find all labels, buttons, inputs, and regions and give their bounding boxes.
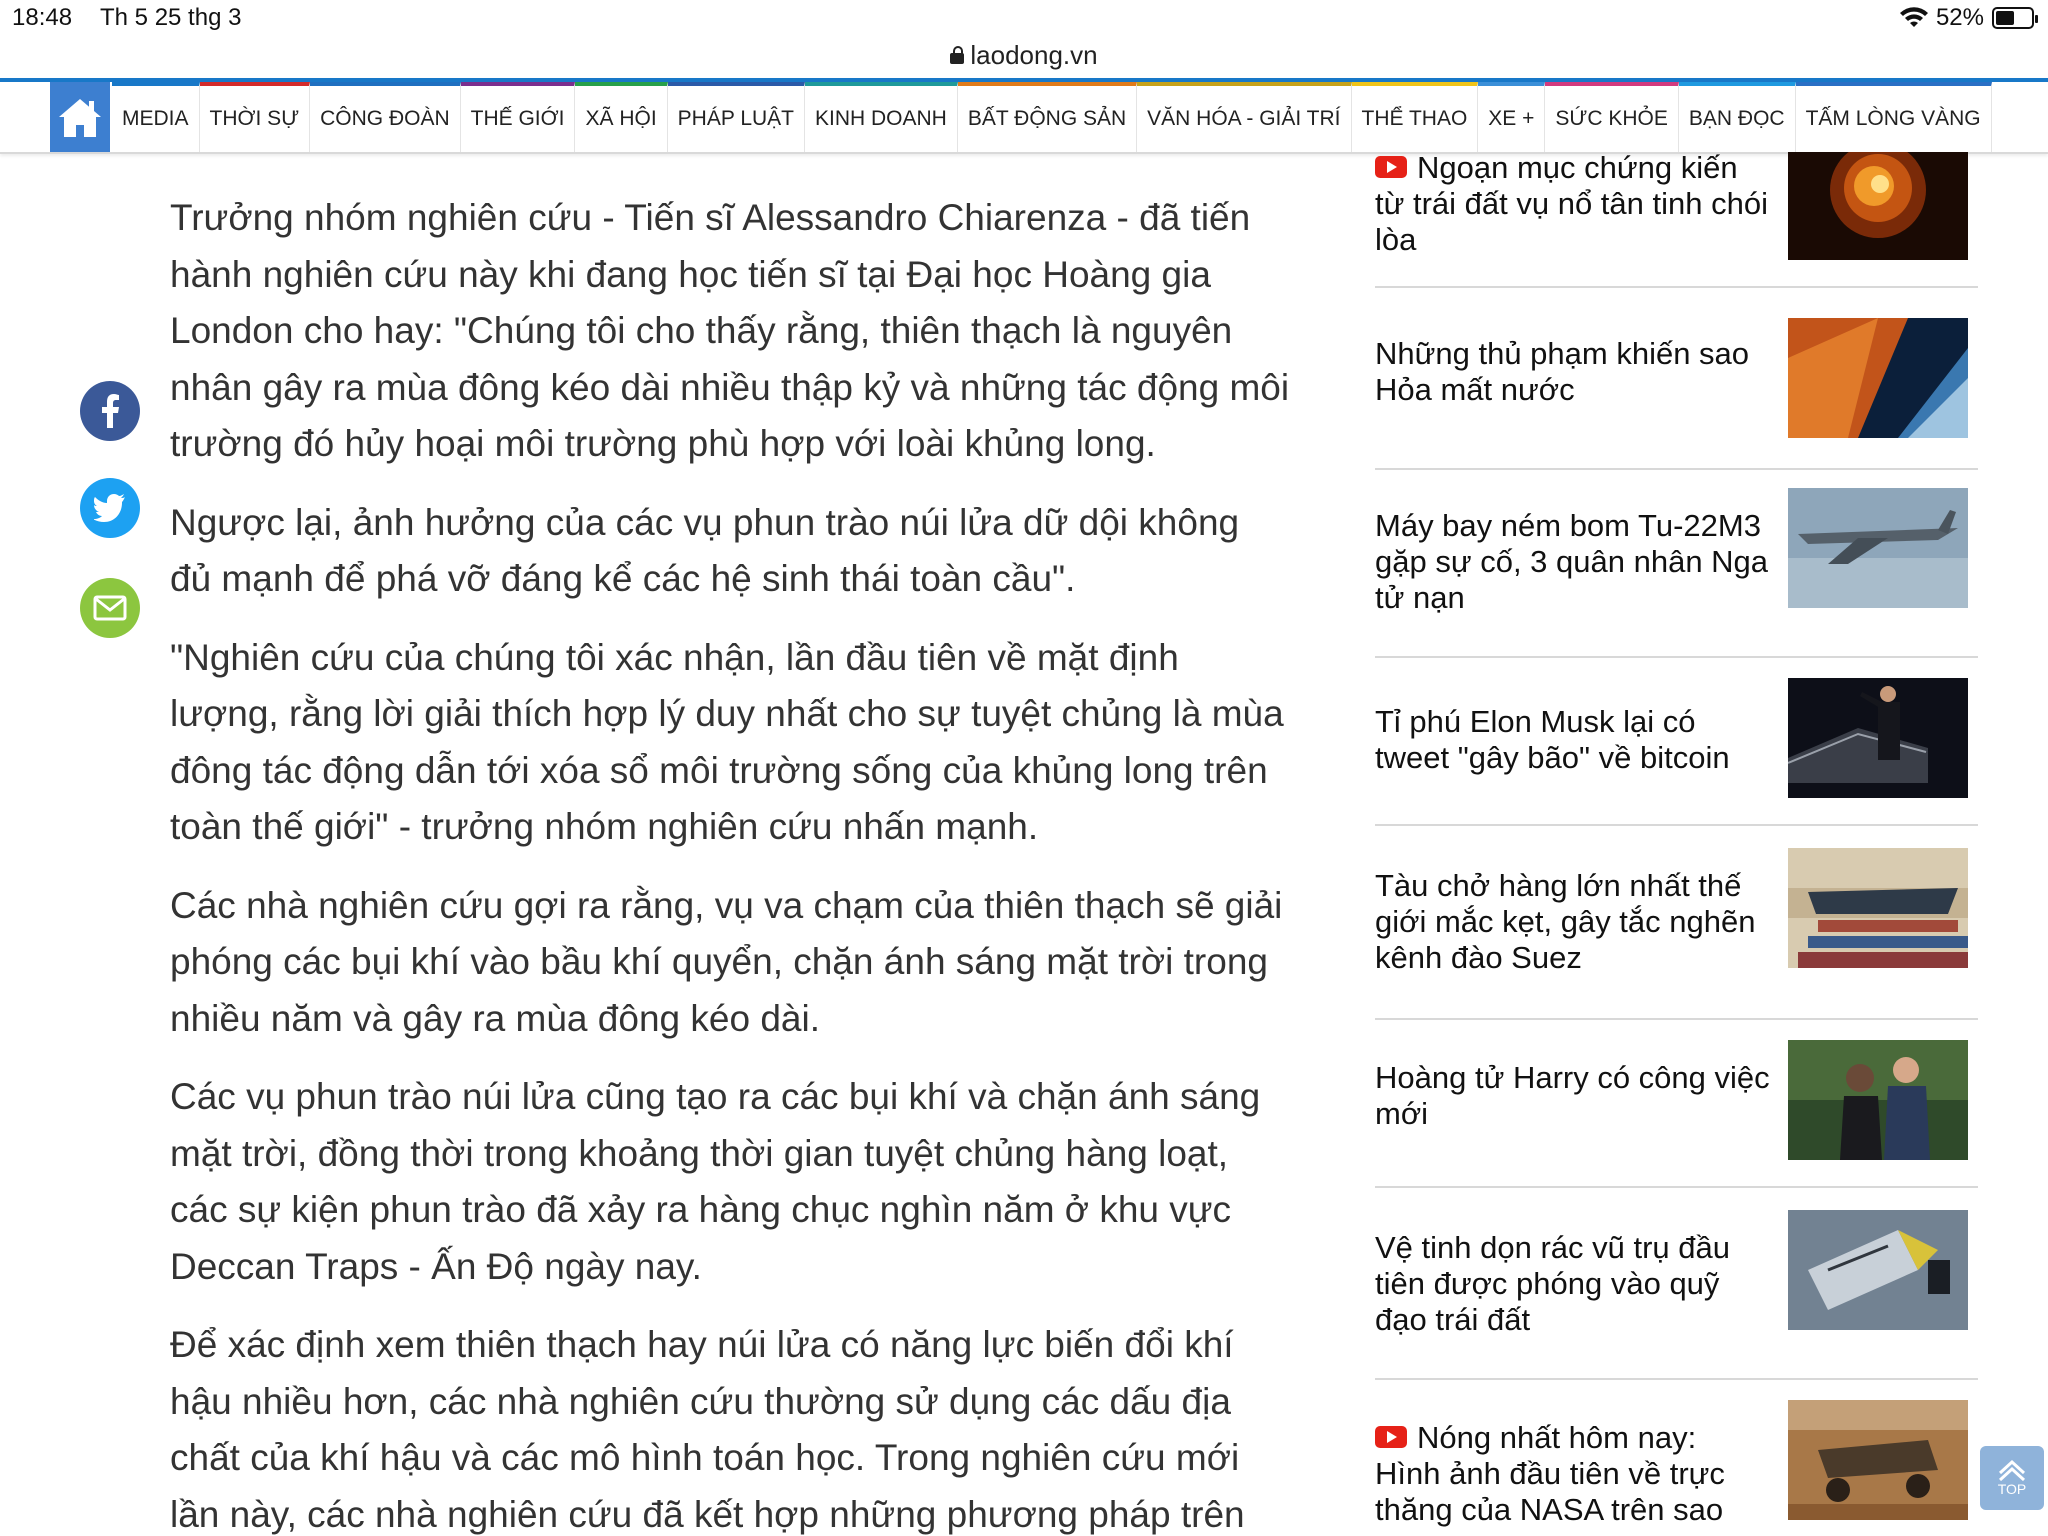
email-share-button[interactable] — [80, 578, 140, 638]
divider — [1375, 1186, 1978, 1188]
home-button[interactable] — [50, 82, 110, 152]
related-news-title[interactable]: Những thủ phạm khiến sao Hỏa mất nước — [1375, 336, 1750, 407]
nav-item[interactable]: VĂN HÓA - GIẢI TRÍ — [1137, 82, 1351, 152]
divider — [1375, 468, 1978, 470]
battery-icon — [1992, 7, 2034, 29]
nav-item[interactable]: XE + — [1478, 82, 1545, 152]
nav-item[interactable]: PHÁP LUẬT — [668, 82, 805, 152]
nav-item[interactable]: KINH DOANH — [805, 82, 958, 152]
thumbnail-musk[interactable] — [1788, 678, 1968, 798]
status-date: Th 5 25 thg 3 — [100, 4, 242, 31]
nav-item[interactable]: SỨC KHỎE — [1545, 82, 1678, 152]
related-news-title[interactable] — [1375, 1420, 1770, 1528]
nav-item[interactable]: MEDIA — [112, 82, 200, 152]
thumbnail-mars[interactable] — [1788, 318, 1968, 438]
twitter-icon — [94, 494, 126, 522]
article-body — [170, 152, 1290, 1536]
twitter-share-button[interactable] — [80, 478, 140, 538]
nav-item[interactable]: THỂ THAO — [1352, 82, 1479, 152]
thumbnail-explosion[interactable] — [1788, 152, 1968, 260]
home-icon — [57, 95, 103, 139]
status-time: 18:48 — [12, 4, 73, 31]
divider — [1375, 824, 1978, 826]
nav-item[interactable]: THỜI SỰ — [200, 82, 311, 152]
divider — [1375, 656, 1978, 658]
related-news-title[interactable]: Hoàng tử Harry có công việc mới — [1375, 1060, 1770, 1131]
thumbnail-mars-rover[interactable] — [1788, 1400, 1968, 1520]
related-news-title-text: Ngoạn mục chứng kiến từ trái đất vụ nổ tân tinh chói lòa — [1375, 152, 1768, 257]
thumbnail-satellite[interactable] — [1788, 1210, 1968, 1330]
article-paragraph: Để xác định xem thiên thạch hay núi lửa có năng lực biến đổi khí hậu nhiều hơn, các nhà nghiên cứu thường sử dụng các dấu địa chất của khí hậu và các mô hình toán học. Trong nghiên cứu mới lần này, các nhà nghiên cứu đã kết hợp những phương pháp trên — [170, 1324, 1245, 1535]
article-paragraph: Trưởng nhóm nghiên cứu - Tiến sĩ Alessandro Chiarenza - đã tiến hành nghiên cứu này khi đang học tiến sĩ tại Đại học Hoàng gia London cho hay: "Chúng tôi cho thấy rằng, thiên thạch là nguyên nhân gây ra mùa đông kéo dài nhiều thập kỷ và những tác động môi trường đó hủy hoại môi trường phù hợp với loài khủng long. — [170, 197, 1290, 464]
video-icon — [1375, 1426, 1407, 1448]
related-news-title[interactable]: Vệ tinh dọn rác vũ trụ đầu tiên được phóng vào quỹ đạo trái đất — [1375, 1230, 1731, 1337]
divider — [1375, 1018, 1978, 1020]
lock-icon — [950, 46, 964, 64]
wifi-icon — [1900, 7, 1928, 29]
article-paragraph: "Nghiên cứu của chúng tôi xác nhận, lần đầu tiên về mặt định lượng, rằng lời giải thích hợp lý duy nhất cho sự tuyệt chủng là mùa đông tác động dẫn tới xóa sổ môi trường sống của khủng long trên toàn thế giới" - trưởng nhóm nghiên cứu nhấn mạnh. — [170, 636, 1284, 847]
chevron-up-icon — [1997, 1459, 2027, 1481]
nav-item[interactable]: TẤM LÒNG VÀNG — [1796, 82, 1992, 152]
nav-items — [112, 82, 1992, 152]
nav-item[interactable]: THẾ GIỚI — [461, 82, 576, 152]
nav-item[interactable]: BẠN ĐỌC — [1679, 82, 1796, 152]
divider — [1375, 286, 1978, 288]
related-news-title[interactable]: Tỉ phú Elon Musk lại có tweet "gây bão" về bitcoin — [1375, 704, 1730, 775]
status-right — [1900, 4, 2034, 32]
nav-item[interactable]: CÔNG ĐOÀN — [310, 82, 461, 152]
article-paragraph: Ngược lại, ảnh hưởng của các vụ phun trào núi lửa dữ dội không đủ mạnh để phá vỡ đáng kể các hệ sinh thái toàn cầu". — [170, 501, 1240, 599]
facebook-share-button[interactable] — [80, 381, 140, 441]
nav-item[interactable]: BẤT ĐỘNG SẢN — [958, 82, 1137, 152]
email-icon — [93, 595, 127, 621]
thumbnail-couple[interactable] — [1788, 1040, 1968, 1160]
related-news-sidebar — [1375, 152, 1978, 1536]
nav-item[interactable]: XÃ HỘI — [575, 82, 667, 152]
article-paragraph: Các vụ phun trào núi lửa cũng tạo ra các bụi khí và chặn ánh sáng mặt trời, đồng thời trong khoảng thời gian tuyệt chủng hàng loạt, các sự kiện phun trào đã xảy ra hàng chục nghìn năm ở khu vực Deccan Traps - Ấn Độ ngày nay. — [170, 1076, 1261, 1287]
related-news-title-text: Nóng nhất hôm nay: Hình ảnh đầu tiên về trực thăng của NASA trên sao — [1375, 1420, 1725, 1527]
top-label: TOP — [1997, 1481, 2027, 1497]
url-text: laodong.vn — [970, 39, 1098, 70]
main-navigation — [0, 78, 2048, 154]
facebook-icon — [99, 394, 121, 428]
divider — [1375, 1378, 1978, 1380]
battery-percent: 52% — [1935, 4, 1984, 31]
video-icon — [1375, 156, 1407, 178]
article-paragraph: Các nhà nghiên cứu gợi ra rằng, vụ va chạm của thiên thạch sẽ giải phóng các bụi khí vào bầu khí quyển, chặn ánh sáng mặt trời trong nhiều năm và gây ra mùa đông kéo dài. — [170, 884, 1283, 1039]
address-bar[interactable] — [0, 34, 2048, 76]
related-news-title[interactable]: Tàu chở hàng lớn nhất thế giới mắc kẹt, gây tắc nghẽn kênh đào Suez — [1375, 868, 1756, 975]
thumbnail-jet[interactable] — [1788, 488, 1968, 608]
thumbnail-ship[interactable] — [1788, 848, 1968, 968]
related-news-title[interactable]: Máy bay ném bom Tu-22M3 gặp sự cố, 3 quân nhân Nga tử nạn — [1375, 508, 1769, 615]
scroll-to-top-button[interactable] — [1980, 1446, 2044, 1510]
related-news-title[interactable] — [1375, 152, 1770, 258]
